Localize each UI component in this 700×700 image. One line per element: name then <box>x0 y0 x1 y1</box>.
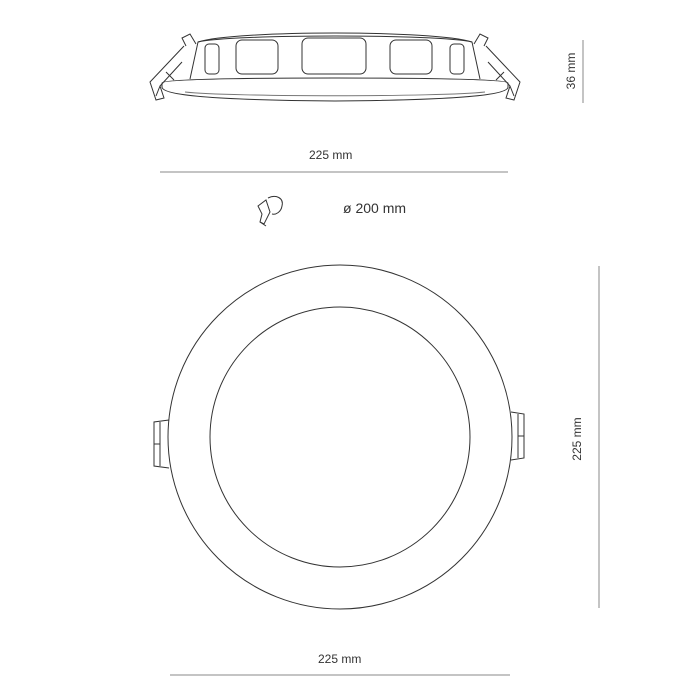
front-width-label: 225 mm <box>318 652 362 666</box>
side-view <box>150 33 520 101</box>
front-view-outer-ring <box>168 265 512 609</box>
side-view-slot <box>236 40 278 74</box>
side-width-label: 225 mm <box>309 148 353 162</box>
front-view-left-clip-detail <box>154 422 160 466</box>
cutout-diameter-label: ø 200 mm <box>343 200 407 216</box>
side-view-left-clip <box>150 34 196 100</box>
side-view-flange-inner <box>185 92 485 96</box>
side-view-right-clip <box>474 34 520 100</box>
front-view <box>154 265 524 609</box>
side-view-flange <box>162 78 508 101</box>
side-view-slot <box>302 38 366 74</box>
front-view-inner-diffuser <box>210 307 470 567</box>
hole-saw-icon <box>258 196 282 226</box>
side-height-label: 36 mm <box>564 52 578 90</box>
side-view-body <box>190 36 480 79</box>
side-view-slot <box>450 44 464 74</box>
side-view-slot <box>390 40 432 74</box>
front-view-right-clip-detail <box>518 414 524 458</box>
side-view-slot <box>205 44 219 74</box>
front-height-label: 225 mm <box>570 417 584 461</box>
